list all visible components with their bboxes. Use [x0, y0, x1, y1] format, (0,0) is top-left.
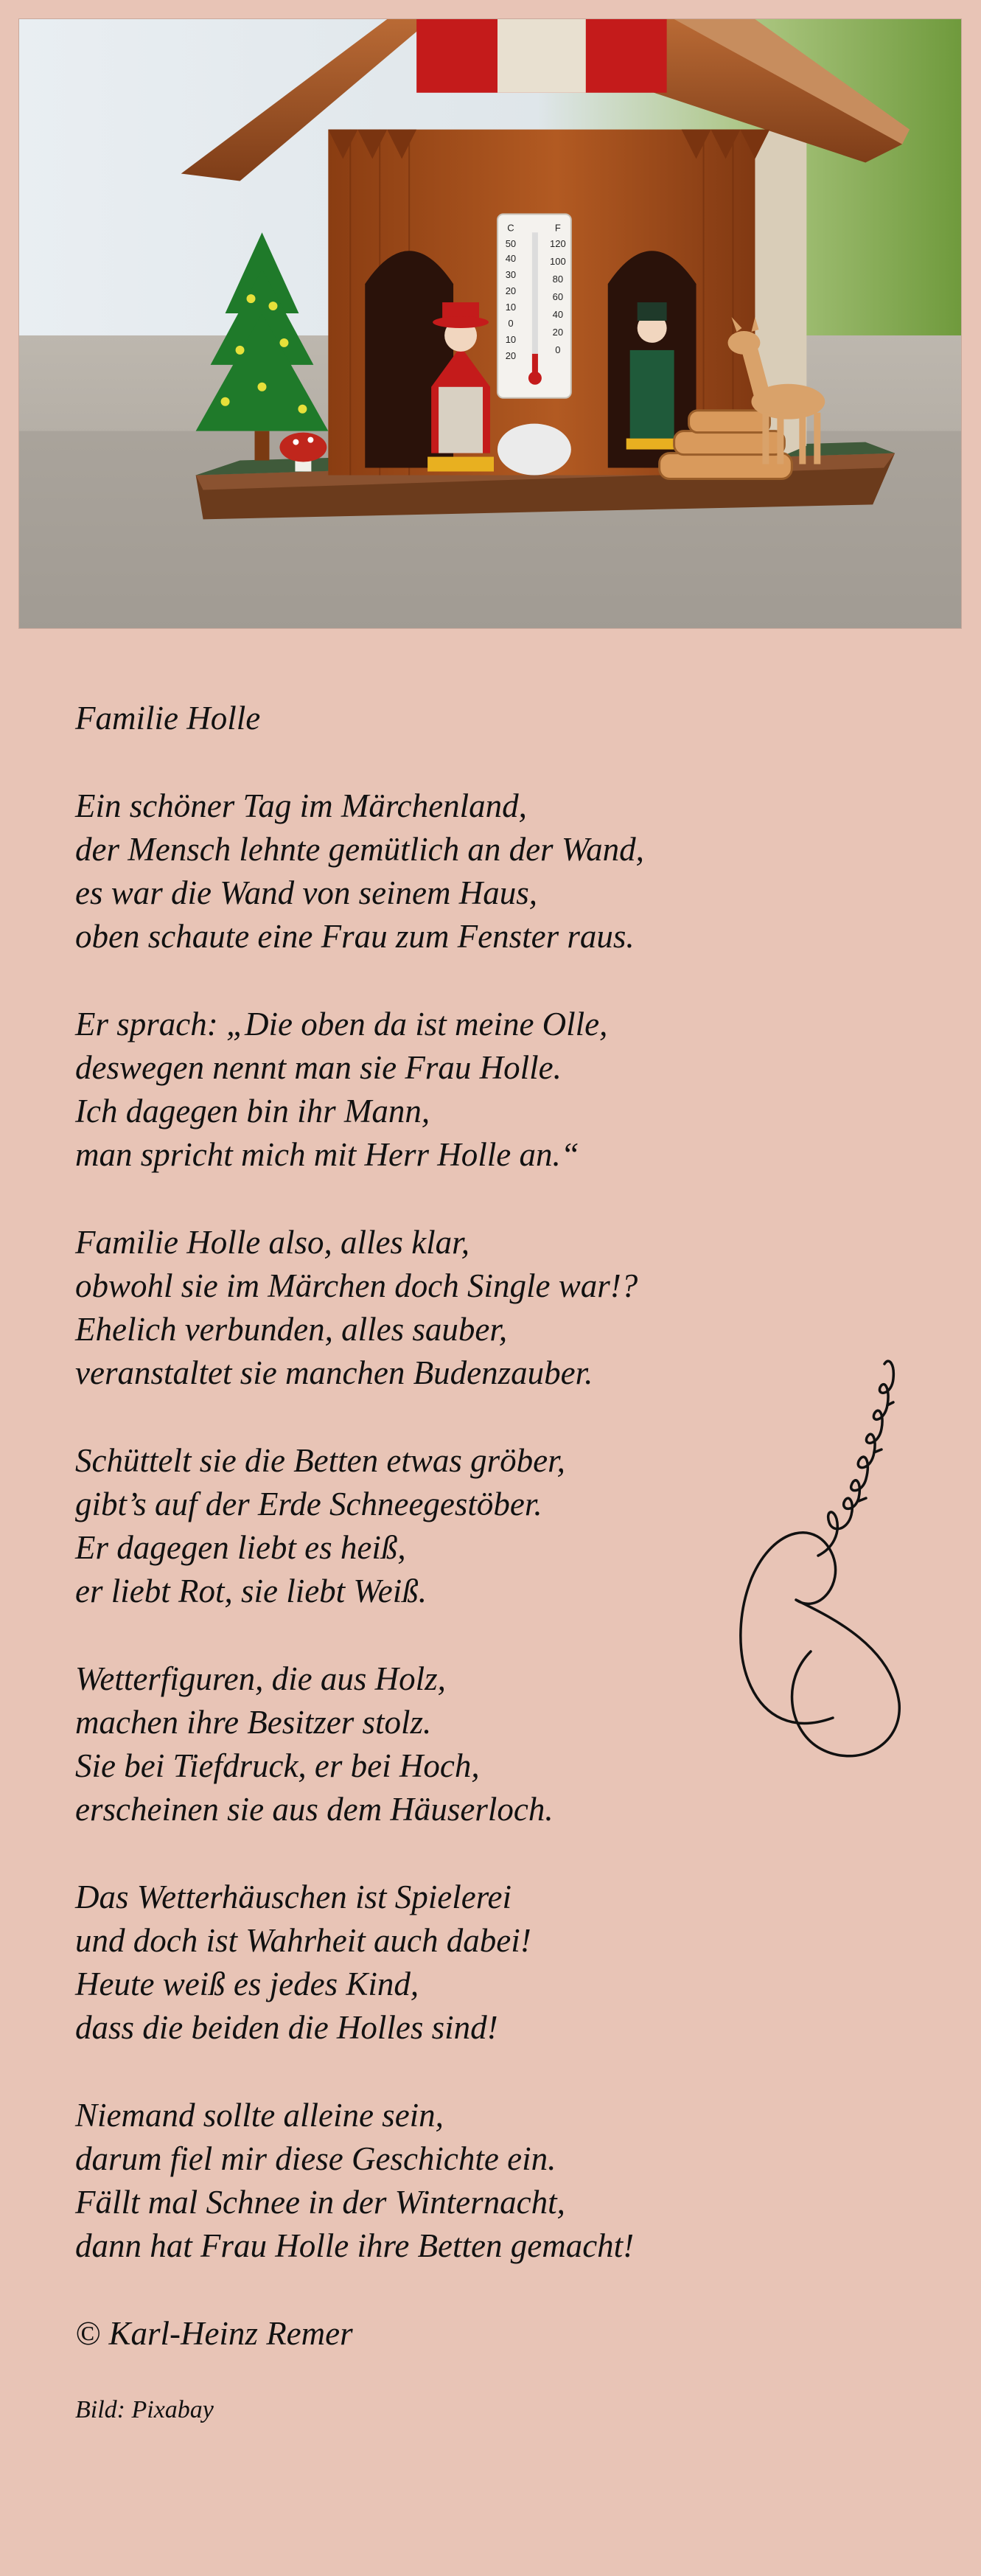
poem-line: Ich dagegen bin ihr Mann,: [75, 1093, 430, 1129]
poem-line: dann hat Frau Holle ihre Betten gemacht!: [75, 2227, 635, 2264]
weather-house-illustration: [19, 19, 961, 628]
stanza-4: [75, 1439, 812, 1613]
stanza-5: [75, 1657, 812, 1831]
thermometer-f-tick: 80: [552, 274, 564, 285]
thermometer-c-tick: 10: [505, 333, 517, 345]
poem-line: und doch ist Wahrheit auch dabei!: [75, 1922, 531, 1959]
poem-line: erscheinen sie aus dem Häuserloch.: [75, 1791, 554, 1828]
thermometer-f-tick: 0: [555, 344, 561, 355]
thermometer-f-tick: 20: [552, 326, 564, 338]
poem-line: Er dagegen liebt es heiß,: [75, 1529, 406, 1566]
thermometer-c-tick: 20: [505, 349, 517, 361]
thermometer-f-tick: 40: [552, 309, 564, 321]
thermometer-f-tick: 60: [552, 291, 564, 303]
thermometer-c-tick: 0: [508, 317, 514, 329]
stanza-1: [75, 784, 812, 958]
poem-line: Sie bei Tiefdruck, er bei Hoch,: [75, 1747, 480, 1784]
poem-line: Ehelich verbunden, alles sauber,: [75, 1311, 508, 1348]
signature-gedichtezauber: [708, 1334, 929, 1777]
thermometer-label-f: F: [554, 222, 561, 234]
poem-line: dass die beiden die Holles sind!: [75, 2009, 498, 2046]
copyright: © Karl-Heinz Remer: [75, 2315, 353, 2352]
thermometer-c-tick: 30: [505, 269, 517, 281]
poem: [75, 697, 812, 2426]
thermometer-c-tick: 40: [505, 253, 517, 265]
poem-line: Niemand sollte alleine sein,: [75, 2097, 444, 2134]
poem-line: Das Wetterhäuschen ist Spielerei: [75, 1879, 512, 1915]
image-credit: Bild: Pixabay: [75, 2396, 214, 2423]
thermometer-f-tick: 100: [550, 256, 566, 268]
poem-line: Heute weiß es jedes Kind,: [75, 1966, 419, 2002]
thermometer-c-tick: 20: [505, 285, 517, 297]
poem-line: der Mensch lehnte gemütlich an der Wand,: [75, 831, 644, 868]
thermometer-c-tick: 10: [505, 302, 517, 313]
poem-title: Familie Holle: [75, 700, 261, 737]
poem-line: oben schaute eine Frau zum Fenster raus.: [75, 918, 635, 955]
stanza-7: [75, 2094, 812, 2268]
stanza-3: [75, 1221, 812, 1395]
poem-line: Wetterfiguren, die aus Holz,: [75, 1660, 446, 1697]
poem-line: gibt’s auf der Erde Schneegestöber.: [75, 1486, 542, 1522]
stanza-2: [75, 1003, 812, 1177]
poem-line: Er sprach: „Die oben da ist meine Olle,: [75, 1006, 608, 1042]
thermometer-c-tick: 50: [505, 238, 517, 250]
thermometer-f-tick: 120: [550, 238, 566, 250]
poem-line: machen ihre Besitzer stolz.: [75, 1704, 432, 1741]
poem-line: Fällt mal Schnee in der Winternacht,: [75, 2184, 565, 2221]
poem-line: er liebt Rot, sie liebt Weiß.: [75, 1573, 427, 1609]
poem-line: deswegen nennt man sie Frau Holle.: [75, 1049, 562, 1086]
poem-line: obwohl sie im Märchen doch Single war!?: [75, 1267, 638, 1304]
header-image-weather-house: [18, 18, 962, 629]
poem-line: Ein schöner Tag im Märchenland,: [75, 787, 527, 824]
thermometer-label-c: C: [507, 222, 514, 234]
poem-line: man spricht mich mit Herr Holle an.“: [75, 1136, 579, 1173]
poem-line: es war die Wand von seinem Haus,: [75, 874, 538, 911]
poem-line: darum fiel mir diese Geschichte ein.: [75, 2140, 556, 2177]
poem-line: veranstaltet sie manchen Budenzauber.: [75, 1354, 593, 1391]
stanza-6: [75, 1876, 812, 2050]
poem-line: Familie Holle also, alles klar,: [75, 1224, 469, 1261]
poem-line: Schüttelt sie die Betten etwas gröber,: [75, 1442, 565, 1479]
